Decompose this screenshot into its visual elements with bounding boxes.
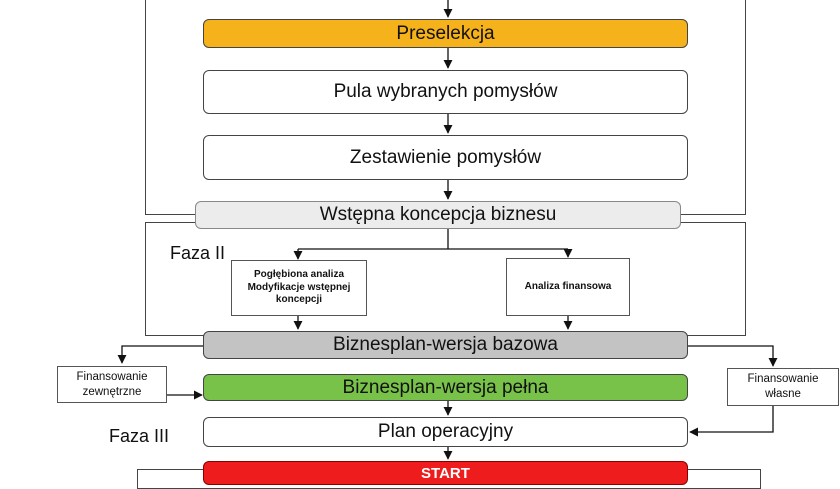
own-financing-box: Finansowanie własne [727, 368, 839, 406]
start-box: START [203, 461, 688, 485]
phase-2-label: Faza II [170, 243, 226, 263]
external-financing-box: Finansowanie zewnętrzne [57, 366, 167, 403]
ideas-compilation-box: Zestawienie pomysłów [203, 135, 688, 180]
full-business-plan-box: Biznesplan-wersja pełna [203, 374, 688, 401]
financial-analysis-box: Analiza finansowa [506, 258, 630, 316]
operational-plan-box: Plan operacyjny [203, 417, 688, 447]
phase-3-label: Faza III [109, 426, 170, 446]
selected-ideas-pool-box: Pula wybranych pomysłów [203, 70, 688, 114]
initial-business-concept-box: Wstępna koncepcja biznesu [195, 201, 681, 229]
base-business-plan-box: Biznesplan-wersja bazowa [203, 331, 688, 359]
preselection-box: Preselekcja [203, 19, 688, 48]
deep-analysis-box: Pogłębiona analiza Modyfikacje wstępnej koncepcji [231, 260, 367, 316]
